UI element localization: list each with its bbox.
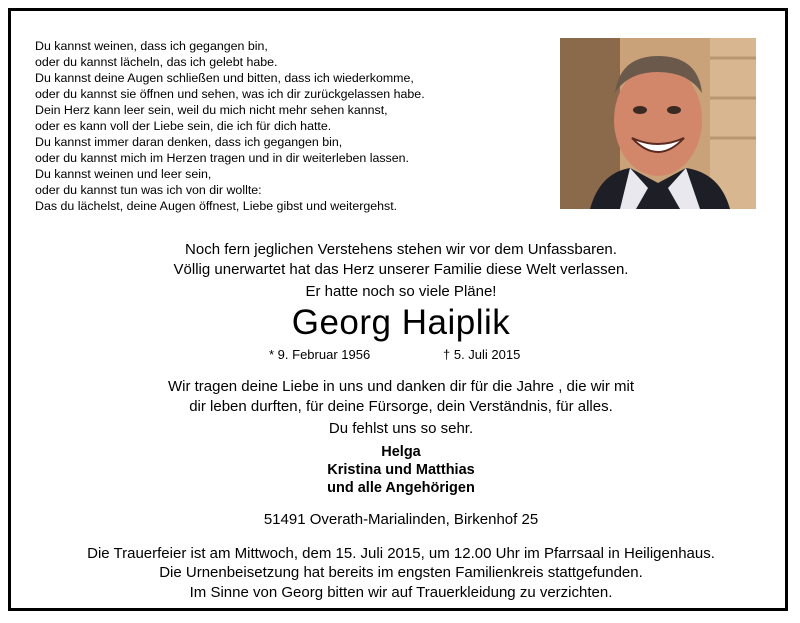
birth-date: * 9. Februar 1956: [269, 347, 371, 362]
obituary-frame: [8, 8, 788, 611]
poem-line: oder du kannst lächeln, das ich gelebt habe.: [35, 55, 278, 69]
closing-line: Die Trauerfeier ist am Mittwoch, dem 15. Juli 2015, um 12.00 Uhr im Pfarrsaal in Heiligenhaus.: [87, 545, 715, 562]
poem-line: Das du lächelst, deine Augen öffnest, Liebe gibst und weitergehst.: [35, 199, 398, 213]
intro-line: Er hatte noch so viele Pläne!: [305, 283, 497, 300]
poem: [35, 38, 525, 214]
portrait-image: [560, 38, 756, 209]
poem-line: Du kannst immer daran denken, dass ich gegangen bin,: [35, 135, 343, 149]
thanks-line: Wir tragen deine Liebe in uns und danken dir für die Jahre , die wir mit: [167, 378, 635, 395]
portrait-photo: [560, 38, 756, 209]
mourner: Kristina und Matthias: [327, 462, 475, 478]
poem-line: oder du kannst mich im Herzen tragen und in dir weiterleben lassen.: [35, 151, 409, 165]
poem-line: oder es kann voll der Liebe sein, die ich für dich hatte.: [35, 119, 332, 133]
poem-line: Du kannst weinen und leer sein,: [35, 167, 212, 181]
death-date: † 5. Juli 2015: [443, 347, 521, 362]
missed-line: Du fehlst uns so sehr.: [328, 420, 474, 437]
closing-line: Die Urnenbeisetzung hat bereits im engsten Familienkreis stattgefunden.: [159, 564, 643, 581]
thanks-line: dir leben durften, für deine Fürsorge, dein Verständnis, für alles.: [189, 398, 613, 415]
poem-line: oder du kannst tun was ich von dir wollte:: [35, 183, 262, 197]
address: 51491 Overath-Marialinden, Birkenhof 25: [263, 511, 539, 528]
mourner: Helga: [381, 444, 421, 460]
intro-line: Völlig unerwartet hat das Herz unserer Familie diese Welt verlassen.: [173, 261, 629, 278]
poem-line: Dein Herz kann leer sein, weil du mich nicht mehr sehen kannst,: [35, 103, 388, 117]
intro-line: Noch fern jeglichen Verstehens stehen wir vor dem Unfassbaren.: [185, 241, 617, 258]
poem-line: Du kannst weinen, dass ich gegangen bin,: [35, 39, 268, 53]
mourner: und alle Angehörigen: [327, 480, 475, 496]
poem-line: oder du kannst sie öffnen und sehen, was ich dir zurückgelassen habe.: [35, 87, 425, 101]
deceased-name: Georg Haiplik: [291, 303, 511, 342]
poem-line: Du kannst deine Augen schließen und bitten, dass ich wiederkomme,: [35, 71, 414, 85]
closing-line: Im Sinne von Georg bitten wir auf Trauerkleidung zu verzichten.: [189, 584, 613, 601]
